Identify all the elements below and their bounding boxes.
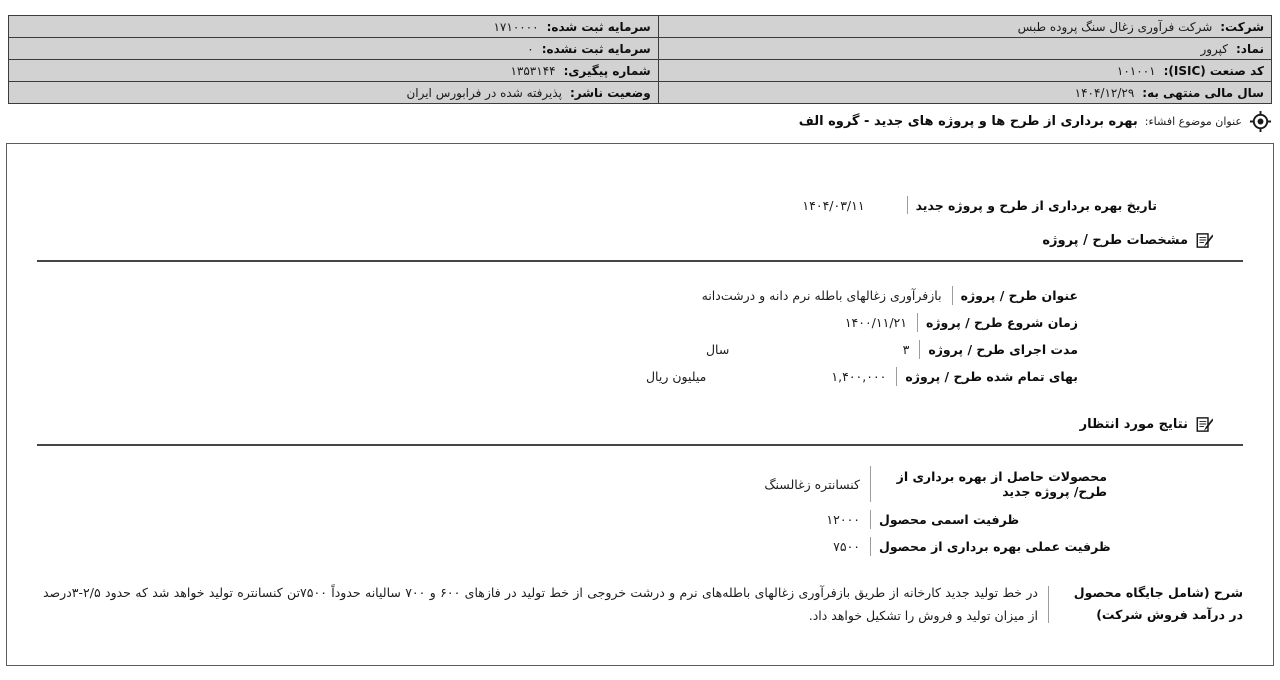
exploitation-date-value-cell — [37, 198, 907, 213]
project-duration-value-cell — [37, 342, 919, 357]
project-title-value-cell — [37, 288, 952, 303]
isic-cell — [658, 60, 1271, 81]
nominal-capacity-value: ۱۲۰۰۰ — [826, 512, 860, 527]
subject-prefix: عنوان موضوع افشاء: — [1144, 115, 1242, 128]
exploitation-date-row — [37, 192, 1157, 218]
company-cell — [658, 16, 1271, 37]
tracking-number-cell — [9, 60, 658, 81]
field-divider — [870, 537, 871, 556]
disclosure-form — [6, 143, 1274, 666]
table-row — [9, 16, 1271, 38]
description-row — [37, 582, 1243, 627]
table-row — [9, 38, 1271, 60]
fiscal-year-cell — [658, 82, 1271, 103]
disclosure-subject — [799, 110, 1272, 133]
exploitation-date-label: تاریخ بهره برداری از طرح و پروژه جدید — [915, 197, 1157, 213]
project-title-value: بازفرآوری زغالهای باطله نرم دانه و درشت‌دانه — [701, 288, 942, 303]
section-rule — [37, 444, 1243, 446]
fiscal-year-label: سال مالی منتهی به: — [1142, 85, 1264, 100]
subject-title: بهره برداری از طرح ها و پروژه های جدید - گروه الف — [798, 114, 1138, 129]
company-label: شرکت: — [1220, 19, 1264, 34]
project-duration-unit: سال — [705, 342, 730, 357]
field-divider — [919, 340, 920, 359]
memo-icon — [1196, 416, 1213, 433]
exploitation-date-value: ۱۴۰۴/۰۳/۱۱ — [802, 197, 865, 213]
practical-capacity-label: ظرفیت عملی بهره برداری از محصول — [879, 539, 1111, 554]
project-cost-value: ۱,۴۰۰,۰۰۰ — [831, 369, 887, 384]
table-row — [9, 82, 1271, 103]
description-value: در خط تولید جدید کارخانه از طریق بازفرآوری زغالهای باطله‌های نرم و درشت خروجی از خط تولید در فازهای ۶۰۰ و ۷۰۰ سالیانه حدوداً ۷۵۰۰تن کنسانتره تولید خواهد شد که حدود ۲/۵-۳درصد از میزان تولید و فروش را تشکیل خواهد داد. — [43, 585, 1039, 623]
nominal-capacity-label: ظرفیت اسمی محصول — [879, 512, 1020, 527]
project-title-row — [37, 282, 1078, 309]
section-rule — [37, 260, 1243, 262]
expected-results-rows — [37, 462, 1243, 560]
practical-capacity-value-cell — [37, 539, 870, 554]
project-title-label: عنوان طرح / پروژه — [960, 288, 1078, 303]
products-value: کنسانتره زغالسنگ — [764, 476, 860, 492]
nominal-capacity-value-cell — [37, 512, 870, 527]
project-duration-row — [37, 336, 1078, 363]
field-divider — [907, 196, 908, 214]
project-start-label: زمان شروع طرح / پروژه — [925, 315, 1078, 330]
description-label: شرح (شامل جایگاه محصول در درآمد فروش شرکت) — [1073, 585, 1243, 622]
field-divider — [917, 313, 918, 332]
project-duration-value: ۳ — [902, 342, 910, 357]
section-title: نتایج مورد انتظار — [1079, 416, 1188, 432]
practical-capacity-value: ۷۵۰۰ — [833, 539, 860, 554]
issuer-status-cell — [9, 82, 658, 103]
nominal-capacity-row — [37, 506, 1243, 533]
unregistered-capital-cell — [9, 38, 658, 59]
issuer-status-label: وضعیت ناشر: — [569, 85, 651, 100]
registered-capital-label: سرمایه ثبت شده: — [546, 19, 651, 34]
unregistered-capital-label: سرمایه ثبت نشده: — [541, 41, 651, 56]
issuer-status-value: پذیرفته شده در فرابورس ایران — [406, 85, 562, 100]
products-value-cell — [37, 477, 870, 492]
project-start-value: ۱۴۰۰/۱۱/۲۱ — [844, 315, 907, 330]
section-title: مشخصات طرح / پروژه — [1042, 232, 1188, 248]
project-duration-label: مدت اجرای طرح / پروژه — [928, 342, 1078, 357]
project-start-value-cell — [37, 315, 917, 330]
unregistered-capital-value: ۰ — [527, 41, 534, 56]
registered-capital-value: ۱۷۱۰۰۰۰ — [493, 19, 539, 34]
section-header-results — [37, 412, 1213, 436]
company-info-table — [8, 15, 1272, 104]
symbol-value: کپرور — [1200, 41, 1228, 56]
project-cost-label: بهای تمام شده طرح / پروژه — [905, 369, 1078, 384]
registered-capital-cell — [9, 16, 658, 37]
memo-icon — [1196, 232, 1213, 249]
symbol-label: نماد: — [1235, 41, 1264, 56]
field-divider — [870, 510, 871, 529]
fiscal-year-value: ۱۴۰۴/۱۲/۲۹ — [1074, 85, 1135, 100]
project-start-row — [37, 309, 1078, 336]
field-divider — [952, 286, 953, 305]
field-divider — [870, 466, 871, 502]
practical-capacity-row — [37, 533, 1243, 560]
products-row — [37, 462, 1243, 506]
section-header-specs — [37, 228, 1213, 252]
project-cost-row — [37, 363, 1078, 390]
tracking-number-label: شماره پیگیری: — [563, 63, 651, 78]
table-row — [9, 60, 1271, 82]
target-icon — [1249, 110, 1272, 133]
isic-value: ۱۰۱۰۰۱ — [1116, 63, 1156, 78]
products-label: محصولات حاصل از بهره برداری از طرح/ پروژه جدید — [896, 469, 1107, 499]
symbol-cell — [658, 38, 1271, 59]
company-value: شرکت فرآوری زغال سنگ پروده طبس — [1017, 19, 1213, 34]
tracking-number-value: ۱۳۵۳۱۴۴ — [510, 63, 556, 78]
field-divider — [896, 367, 897, 386]
isic-label: کد صنعت (ISIC): — [1163, 63, 1264, 78]
project-cost-unit: میلیون ریال — [645, 369, 707, 384]
field-divider — [1048, 586, 1049, 623]
project-spec-rows — [37, 282, 1078, 390]
project-cost-value-cell — [37, 369, 896, 384]
